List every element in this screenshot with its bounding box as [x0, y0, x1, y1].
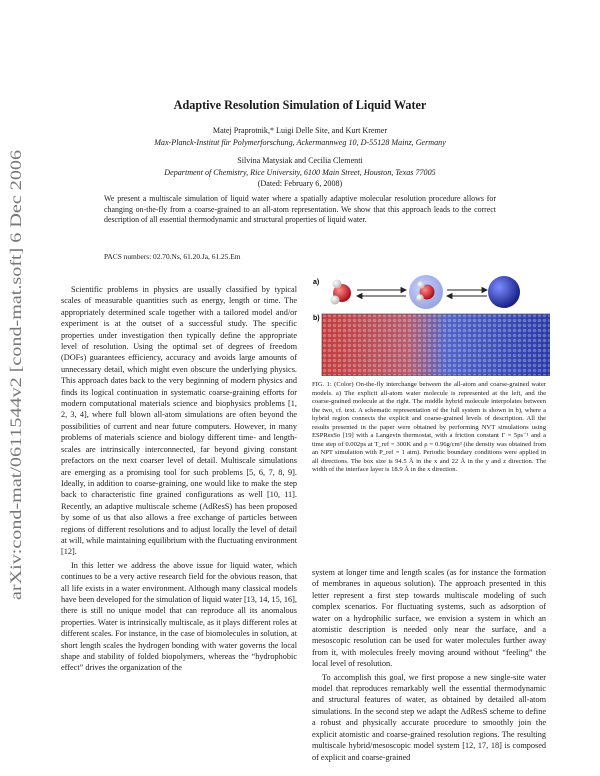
coarse-grained-water-molecule: [488, 276, 520, 308]
pacs-numbers: PACS numbers: 02.70.Ns, 61.20.Ja, 61.25.Em: [104, 252, 241, 261]
simulation-box: [322, 314, 550, 376]
paragraph: In this letter we address the above issue for liquid water, which continues to be a very active research field for the obvious reason, that all life exists in a water environment. Although many classical models have been developed for the simulation of liquid water [13, 14, 15, 16], there is still no unique model that can reproduce all its anomalous properties. Water is intrinsically multiscale, as it plays different roles at different scales. For instance, in the case of biomolecules in solution, at short length scales the hydrogen bonding with water governs the local shape and stability of folded biopolymers, whereas the “hydrophobic effect” drives the organization of the: [61, 560, 297, 673]
paragraph: Scientific problems in physics are usually classified by typical scales of measurable quantities such as energy, length or time. The appropriately determined scale together with a tailored model and/or experiment is at the outset of a successful study. The specific properties under investigation then typically define the appropriate level of resolution. Using the optimal set of degrees of freedom (DOFs) guarantees efficiency, accuracy and avoids large amounts of unnecessary detail, which might even obscure the underlying physics. This approach dates back to the very beginning of modern physics and finds its logical continuation in systematic coarse-graining efforts for modern computational materials science and biophysics problems [1, 2, 3, 4], where full blown all-atom simulations are often beyond the possibilities of current and near future computers. However, in many problems of materials science and biology different time- and length-scales are intrinsically interconnected, far beyond giving constant prefactors on the next coarser level of detail. Multiscale simulations are emerging as a promising tool for such problems [5, 6, 7, 8, 9]. Ideally, in addition to coarse-graining, one would like to make the step back to characteristic fine grained configurations as well [10, 11]. Recently, an adaptive multiscale scheme (AdResS) has been proposed by some of us that also allows a free exchange of particles between regions of different resolutions and to adjust locally the level of detail at will, while maintaining equilibrium with the fluctuating environment [12].: [61, 285, 297, 557]
paragraph: system at longer time and length scales (as for instance the formation of membranes in aqueous solution). The approach presented in this letter represent a first step towards multiscale modeling of such complex scenarios. For fluctuating systems, such as adsorption of water on a hydrophilic surface, we envision a system in which an atomistic description is needed only near the surface, and a mesoscopic resolution can be used for water molecules further away from it, with molecules freely moving around without “feeling” the local level of resolution.: [312, 568, 546, 669]
panel-label-a: a): [313, 279, 320, 286]
panel-label-b: b): [313, 315, 320, 322]
arxiv-identifier: [5, 150, 27, 600]
body-column-right: [312, 567, 546, 763]
affiliation-2: Department of Chemistry, Rice University, 6100 Main Street, Houston, Texas 77005: [164, 168, 436, 177]
hybrid-water-molecule: [409, 275, 443, 309]
figure-1: [312, 273, 550, 376]
author-list-1: Matej Praprotnik,* Luigi Delle Site, and Kurt Kremer: [212, 126, 388, 135]
date-line: (Dated: February 6, 2008): [257, 179, 343, 188]
paper-title: Adaptive Resolution Simulation of Liquid Water: [173, 98, 427, 112]
body-column-left: [61, 284, 297, 674]
affiliation-1: Max-Planck-Institut für Polymerforschung, Ackermannweg 10, D-55128 Mainz, Germany: [154, 138, 446, 147]
author-list-2: Silvina Matysiak and Cecilia Clementi: [237, 156, 363, 165]
arxiv-id-text: arXiv:cond-mat/0611544v2 [cond-mat.soft] 6 Dec 2006: [6, 235, 25, 600]
paragraph: To accomplish this goal, we first propose a new single-site water model that reproduces remarkably well the essential thermodynamic and structural features of water, as obtained by detailed all-atom simulations. In the second step we adapt the AdResS scheme to define a robust and physically accurate procedure to smoothly join the explicit atomistic and coarse-grained resolution regions. The resulting multiscale hybrid/mesoscopic model system [12, 17, 18] is composed of explicit and coarse-grained: [312, 672, 546, 762]
all-atom-water-molecule: [331, 280, 352, 305]
figure-caption: FIG. 1: (Color) On-the-fly interchange between the all-atom and coarse-grained water models. a) The explicit all-atom water molecule is represented at the left, and the coarse-grained molecule at the right. The middle hybrid molecule interpolates between the two, cf. text. A schematic representation of the full system is shown in b), where a hybrid region connects the explicit and coarse-grained levels of description. All the results presented in the paper were obtained by performing NVT simulations using ESPResSo [19] with a Langevin thermostat, with a friction constant Γ = 5ps⁻¹ and a time step of 0.002ps at T_ref = 300K and ρ = 0.96g/cm³ (the density was obtained from an NPT simulation with P_ref = 1 atm). Periodic boundary conditions were applied in all directions. The box size is 94.5 Å in the x and 22 Å in the y and z direction. The width of the interface layer is 18.9 Å in the x direction.: [312, 381, 546, 474]
abstract: We present a multiscale simulation of liquid water where a spatially adaptive molecular resolution procedure allows for changing on-the-fly from a coarse-grained to an all-atom representation. We show that this approach leads to the correct description of all essential thermodynamic and structural properties of liquid water.: [104, 194, 496, 224]
